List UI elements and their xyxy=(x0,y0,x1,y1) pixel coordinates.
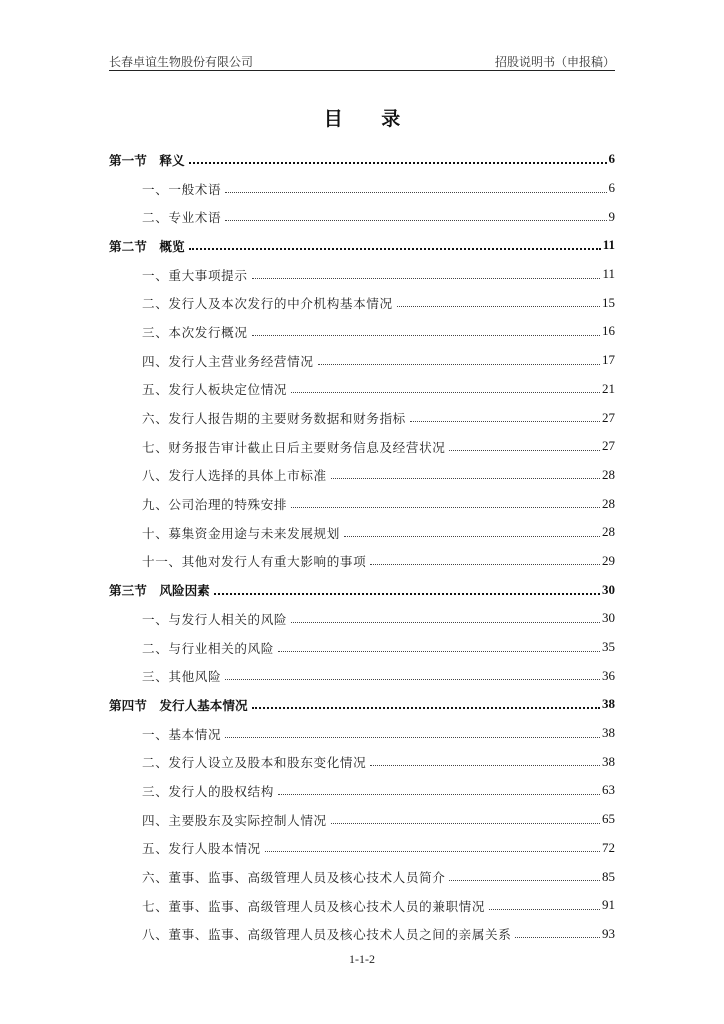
toc-subsection-entry[interactable] xyxy=(109,862,615,891)
dot-leader xyxy=(265,851,600,852)
toc-entry-page: 15 xyxy=(602,294,615,310)
toc-subsection-entry[interactable] xyxy=(109,260,615,289)
dot-leader xyxy=(189,162,607,164)
page-number: 1-1-2 xyxy=(349,952,375,966)
toc-entry-label: 二、与行业相关的风险 xyxy=(142,640,274,656)
dot-leader xyxy=(278,651,600,652)
toc-subsection-entry[interactable] xyxy=(109,375,615,404)
dot-leader xyxy=(291,392,600,393)
toc-entry-page: 16 xyxy=(602,323,615,339)
toc-subsection-entry[interactable] xyxy=(109,719,615,748)
dot-leader xyxy=(449,450,600,451)
dot-leader xyxy=(252,707,600,709)
toc-subsection-entry[interactable] xyxy=(109,891,615,920)
toc-section-entry[interactable] xyxy=(109,575,615,604)
dot-leader xyxy=(331,823,600,824)
toc-subsection-entry[interactable] xyxy=(109,489,615,518)
toc-entry-label: 四、主要股东及实际控制人情况 xyxy=(142,812,327,828)
toc-subsection-entry[interactable] xyxy=(109,834,615,863)
toc-subsection-entry[interactable] xyxy=(109,288,615,317)
toc-entry-page: 38 xyxy=(602,696,615,712)
toc-entry-page: 27 xyxy=(602,438,615,454)
toc-section-entry[interactable] xyxy=(109,231,615,260)
toc-entry-page: 29 xyxy=(602,552,615,568)
dot-leader xyxy=(449,880,600,881)
toc-entry-page: 28 xyxy=(602,495,615,511)
toc-entry-label: 五、发行人股本情况 xyxy=(142,841,261,857)
toc-title: 目 录 xyxy=(323,108,417,130)
dot-leader xyxy=(489,909,600,910)
toc-subsection-entry[interactable] xyxy=(109,518,615,547)
toc-entry-label: 七、董事、监事、高级管理人员及核心技术人员的兼职情况 xyxy=(142,898,486,914)
toc-entry-page: 28 xyxy=(602,524,615,540)
toc-entry-page: 85 xyxy=(602,868,615,884)
toc-subsection-entry[interactable] xyxy=(109,633,615,662)
toc-entry-label: 一、基本情况 xyxy=(142,726,222,742)
toc-entry-page: 27 xyxy=(602,409,615,425)
toc-entry-label: 七、财务报告审计截止日后主要财务信息及经营状况 xyxy=(142,439,446,455)
toc-subsection-entry[interactable] xyxy=(109,346,615,375)
toc-entry-page: 30 xyxy=(602,581,615,597)
toc-entry-label: 十一、其他对发行人有重大影响的事项 xyxy=(142,554,367,570)
toc-subsection-entry[interactable] xyxy=(109,776,615,805)
dot-leader xyxy=(225,679,600,680)
header-divider xyxy=(109,70,615,71)
dot-leader xyxy=(225,220,606,221)
toc-subsection-entry[interactable] xyxy=(109,202,615,231)
toc-entry-label: 第四节 发行人基本情况 xyxy=(109,697,248,713)
toc-entry-label: 三、其他风险 xyxy=(142,669,222,685)
dot-leader xyxy=(370,564,600,565)
toc-entry-label: 三、本次发行概况 xyxy=(142,324,248,340)
toc-entry-label: 第三节 风险因素 xyxy=(109,583,210,599)
toc-entry-label: 六、发行人报告期的主要财务数据和财务指标 xyxy=(142,411,406,427)
toc-entry-label: 四、发行人主营业务经营情况 xyxy=(142,353,314,369)
toc-entry-label: 二、发行人及本次发行的中介机构基本情况 xyxy=(142,296,393,312)
toc-entry-label: 三、发行人的股权结构 xyxy=(142,783,274,799)
toc-subsection-entry[interactable] xyxy=(109,174,615,203)
company-name: 长春卓谊生物股份有限公司 xyxy=(109,55,254,69)
toc-entry-page: 91 xyxy=(602,897,615,913)
dot-leader xyxy=(225,192,606,193)
toc-entry-page: 9 xyxy=(608,208,615,224)
toc-entry-page: 63 xyxy=(602,782,615,798)
toc-entry-page: 38 xyxy=(602,753,615,769)
toc-entry-page: 11 xyxy=(602,266,615,282)
toc-entry-page: 36 xyxy=(602,667,615,683)
dot-leader xyxy=(278,794,600,795)
toc-entry-page: 72 xyxy=(602,839,615,855)
toc-entry-page: 28 xyxy=(602,466,615,482)
dot-leader xyxy=(189,248,601,250)
toc-entry-page: 35 xyxy=(602,639,615,655)
dot-leader xyxy=(252,278,601,279)
toc-entry-label: 二、专业术语 xyxy=(142,210,222,226)
toc-subsection-entry[interactable] xyxy=(109,403,615,432)
toc-entry-label: 一、与发行人相关的风险 xyxy=(142,611,288,627)
toc-entry-page: 30 xyxy=(602,610,615,626)
toc-subsection-entry[interactable] xyxy=(109,317,615,346)
toc-entry-page: 93 xyxy=(602,925,615,941)
document-type: 招股说明书（申报稿） xyxy=(494,55,615,69)
toc-subsection-entry[interactable] xyxy=(109,920,615,949)
toc-subsection-entry[interactable] xyxy=(109,747,615,776)
toc-entry-page: 21 xyxy=(602,380,615,396)
toc-entry-label: 六、董事、监事、高级管理人员及核心技术人员简介 xyxy=(142,870,446,886)
toc-subsection-entry[interactable] xyxy=(109,461,615,490)
toc-section-entry[interactable] xyxy=(109,145,615,174)
toc-entry-label: 五、发行人板块定位情况 xyxy=(142,382,288,398)
page-header xyxy=(109,50,615,70)
dot-leader xyxy=(252,335,600,336)
toc-subsection-entry[interactable] xyxy=(109,547,615,576)
toc-entry-page: 65 xyxy=(602,811,615,827)
dot-leader xyxy=(344,536,600,537)
dot-leader xyxy=(214,593,600,595)
toc-entry-page: 11 xyxy=(602,237,615,253)
toc-entry-label: 一、一般术语 xyxy=(142,181,222,197)
toc-entry-label: 第一节 释义 xyxy=(109,152,185,168)
toc-entry-page: 6 xyxy=(608,180,615,196)
toc-entry-label: 二、发行人设立及股本和股东变化情况 xyxy=(142,755,367,771)
dot-leader xyxy=(397,306,600,307)
toc-entry-label: 第二节 概览 xyxy=(109,238,185,254)
toc-entry-label: 八、发行人选择的具体上市标准 xyxy=(142,468,327,484)
toc-subsection-entry[interactable] xyxy=(109,604,615,633)
dot-leader xyxy=(370,765,600,766)
toc-entry-label: 十、募集资金用途与未来发展规划 xyxy=(142,525,340,541)
dot-leader xyxy=(515,937,600,938)
toc-entry-label: 八、董事、监事、高级管理人员及核心技术人员之间的亲属关系 xyxy=(142,927,512,943)
toc-subsection-entry[interactable] xyxy=(109,661,615,690)
toc-entry-label: 九、公司治理的特殊安排 xyxy=(142,497,288,513)
dot-leader xyxy=(318,364,600,365)
dot-leader xyxy=(291,507,600,508)
dot-leader xyxy=(331,478,600,479)
toc-entry-page: 6 xyxy=(608,151,615,167)
dot-leader xyxy=(225,737,600,738)
toc-entry-page: 38 xyxy=(602,725,615,741)
toc-entry-label: 一、重大事项提示 xyxy=(142,267,248,283)
dot-leader xyxy=(291,622,600,623)
toc-subsection-entry[interactable] xyxy=(109,805,615,834)
toc-subsection-entry[interactable] xyxy=(109,432,615,461)
table-of-contents xyxy=(109,145,615,948)
toc-entry-page: 17 xyxy=(602,352,615,368)
dot-leader xyxy=(410,421,600,422)
toc-section-entry[interactable] xyxy=(109,690,615,719)
